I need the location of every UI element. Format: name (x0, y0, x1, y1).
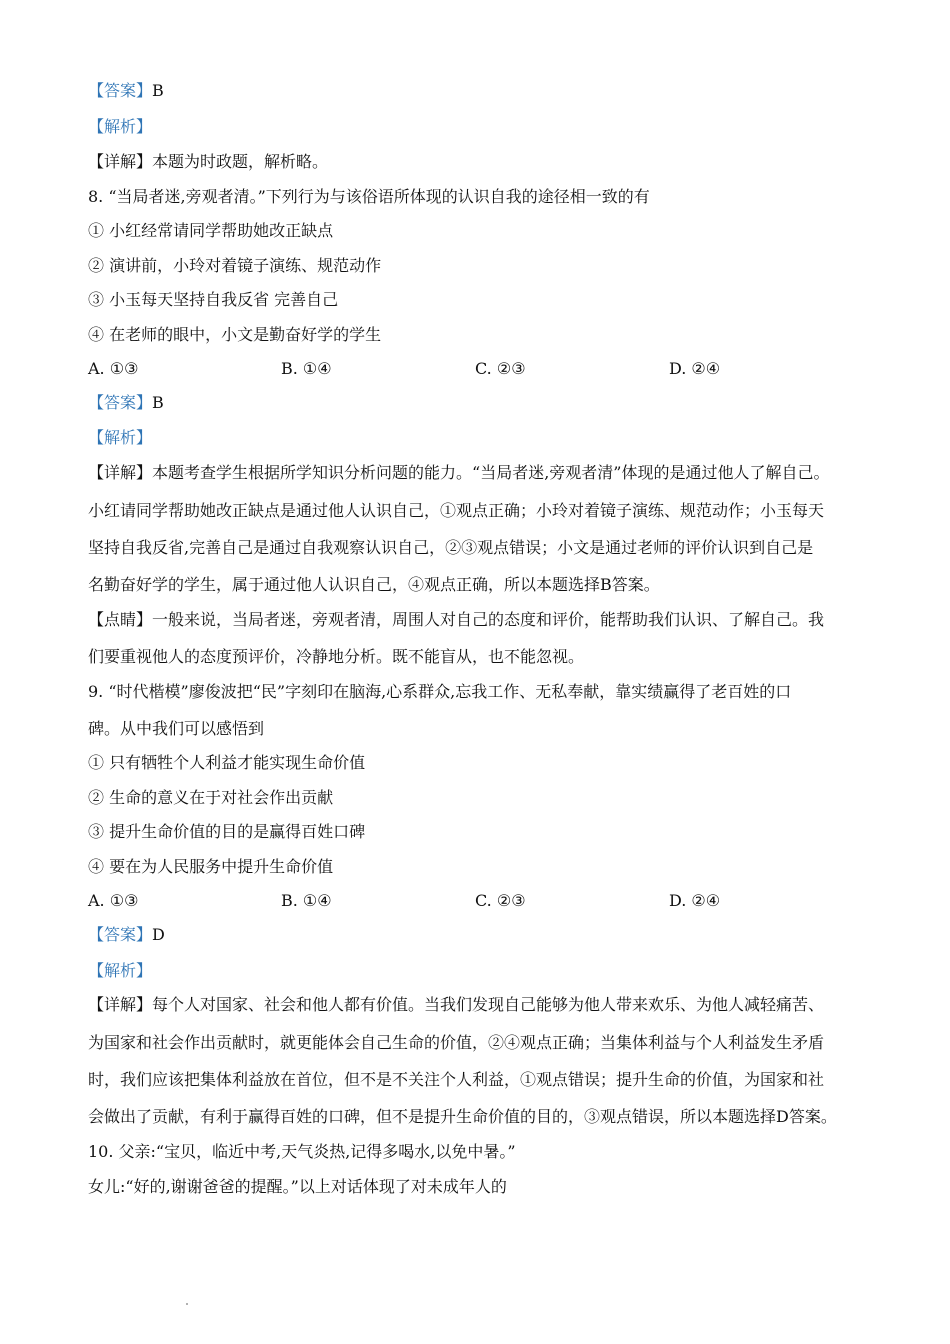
q9-detail-line-2: 为国家和社会作出贡献时，就更能体会自己生命的价值，②④观点正确；当集体利益与个人利益发生矛盾 (88, 1033, 825, 1052)
q8-item-3: ③ 小玉每天坚持自我反省 完善自己 (88, 290, 339, 309)
q8-option-c: C. ②③ (475, 359, 526, 378)
q9-option-d: D. ②④ (669, 891, 721, 910)
q8-stem: 8. “当局者迷,旁观者清。”下列行为与该俗语所体现的认识自我的途径相一致的有 (88, 187, 650, 206)
q8-point-line-2: 们要重视他人的态度预评价，冷静地分析。既不能盲从，也不能忽视。 (88, 647, 585, 666)
q9-option-c: C. ②③ (475, 891, 526, 910)
q8-analysis-tag: 【解析】 (88, 428, 153, 447)
q9-item-1: ① 只有牺牲个人利益才能实现生命价值 (88, 753, 366, 772)
point-tag: 【点睛】 (88, 610, 153, 629)
q8-detail-line-2: 小红请同学帮助她改正缺点是通过他人认识自己，①观点正确；小玲对着镜子演练、规范动作；小玉每天 (88, 501, 825, 520)
q9-option-b: B. ①④ (281, 891, 332, 910)
answer-value: B (152, 393, 164, 412)
q8-item-4: ④ 在老师的眼中，小文是勤奋好学的学生 (88, 325, 382, 344)
q9-item-4: ④ 要在为人民服务中提升生命价值 (88, 857, 334, 876)
q9-stem-line-1: 9. “时代楷模”廖俊波把“民”字刻印在脑海,心系群众,忘我工作、无私奉献，靠实绩赢得了老百姓的口 (88, 682, 792, 701)
q9-detail-line-3: 时，我们应该把集体利益放在首位，但不是不关注个人利益，①观点错误；提升生命的价值，为国家和社 (88, 1070, 825, 1089)
answer-value: B (152, 81, 164, 100)
detail-text: 本题为时政题，解析略。 (152, 152, 329, 171)
detail-tag: 【详解】 (88, 463, 153, 482)
q8-option-b: B. ①④ (281, 359, 332, 378)
q9-item-3: ③ 提升生命价值的目的是赢得百姓口碑 (88, 822, 366, 841)
q7-answer (88, 80, 164, 102)
q10-line-1: 10. 父亲:“宝贝，临近中考,天气炎热,记得多喝水,以免中暑。” (88, 1142, 516, 1161)
q8-detail-line-3: 坚持自我反省,完善自己是通过自我观察认识自己，②③观点错误；小文是通过老师的评价认识到自己是 (88, 538, 814, 557)
detail-tag: 【详解】 (88, 995, 153, 1014)
q9-item-2: ② 生命的意义在于对社会作出贡献 (88, 788, 334, 807)
q9-options (88, 890, 888, 912)
q9-option-a: A. ①③ (88, 891, 139, 910)
q8-detail-line-4: 名勤奋好学的学生，属于通过他人认识自己，④观点正确，所以本题选择B答案。 (88, 575, 660, 594)
q8-item-2: ② 演讲前，小玲对着镜子演练、规范动作 (88, 256, 382, 275)
detail-tag: 【详解】 (88, 152, 153, 171)
q9-analysis-tag: 【解析】 (88, 961, 153, 980)
q8-item-1: ① 小红经常请同学帮助她改正缺点 (88, 221, 334, 240)
q9-detail-line-1: 【详解】每个人对国家、社会和他人都有价值。当我们发现自己能够为他人带来欢乐、为他人减轻痛苦、 (88, 995, 825, 1014)
q7-detail (88, 151, 328, 173)
q8-point-line-1: 【点睛】一般来说，当局者迷，旁观者清，周围人对自己的态度和评价，能帮助我们认识、了解自己。我 (88, 610, 825, 629)
q9-stem-line-2: 碑。从中我们可以感悟到 (88, 719, 265, 738)
q8-option-d: D. ②④ (669, 359, 721, 378)
q8-options (88, 358, 888, 380)
q7-analysis-tag: 【解析】 (88, 117, 153, 136)
page-speck (186, 1303, 188, 1305)
q9-answer (88, 924, 165, 946)
q10-line-2: 女儿:“好的,谢谢爸爸的提醒。”以上对话体现了对未成年人的 (88, 1177, 507, 1196)
q8-detail-line-1: 【详解】本题考查学生根据所学知识分析问题的能力。“当局者迷,旁观者清”体现的是通过他人了解自己。 (88, 463, 830, 482)
answer-value: D (152, 925, 165, 944)
answer-tag: 【答案】 (88, 393, 153, 412)
answer-tag: 【答案】 (88, 81, 153, 100)
q9-detail-line-4: 会做出了贡献，有利于赢得百姓的口碑，但不是提升生命价值的目的，③观点错误，所以本题选择D答案。 (88, 1107, 837, 1126)
q8-option-a: A. ①③ (88, 359, 139, 378)
q8-answer (88, 392, 164, 414)
answer-tag: 【答案】 (88, 925, 153, 944)
